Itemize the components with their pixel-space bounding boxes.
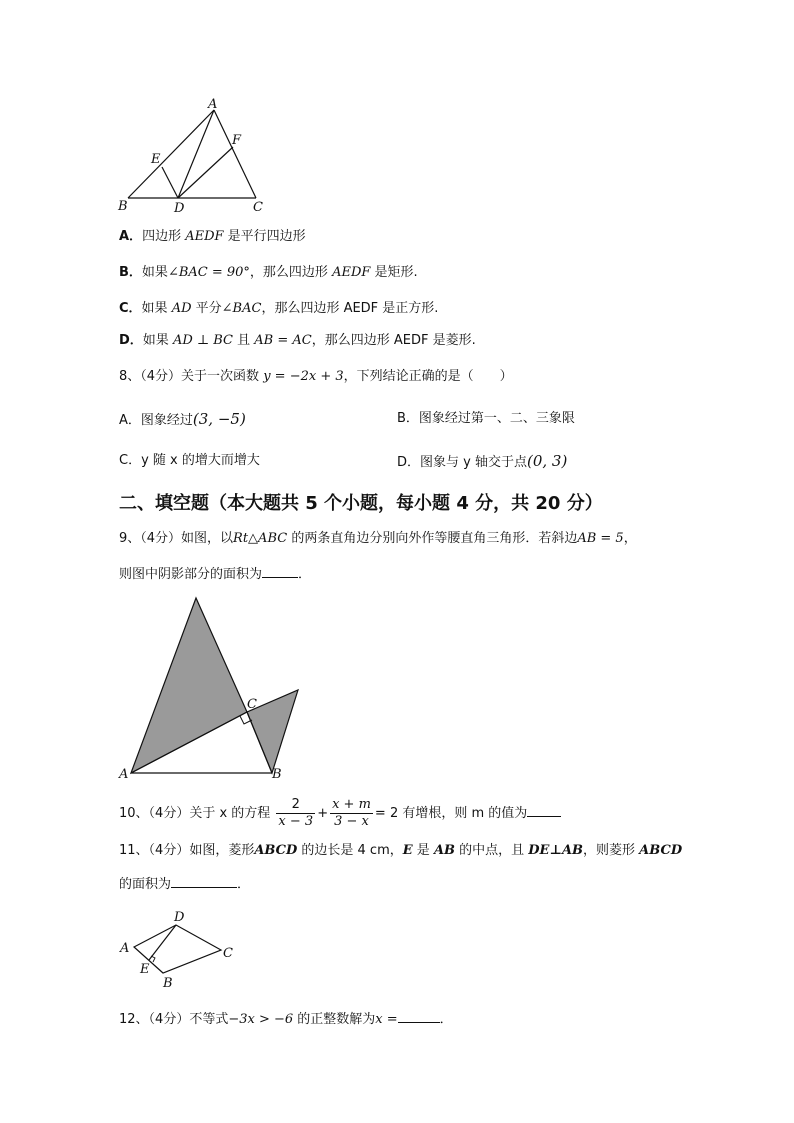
- q9-line1: 9、（4分）如图，以Rt△ABC 的两条直角边分别向外作等腰直角三角形．若斜边AB = 5，: [119, 531, 637, 546]
- q7-option-b: B．如果∠BAC = 90°，那么四边形 AEDF 是矩形.: [119, 265, 418, 280]
- fig1-label-e: E: [151, 152, 161, 167]
- q7-option-c: C．如果 AD 平分∠BAC，那么四边形 AEDF 是正方形.: [119, 301, 439, 316]
- fig3-label-e: E: [140, 962, 150, 977]
- fig3-label-c: C: [223, 946, 233, 961]
- q12-line: 12、（4分）不等式−3x > −6 的正整数解为x = ．: [119, 1008, 453, 1029]
- fig2-label-c: C: [247, 697, 257, 712]
- figure-right-triangle-shaded: [115, 590, 315, 790]
- shaded-triangle-ac: [131, 598, 247, 773]
- fig3-label-a: A: [120, 941, 130, 956]
- fig1-label-f: F: [232, 133, 242, 148]
- fig3-label-d: D: [174, 910, 185, 925]
- fig3-label-b: B: [163, 976, 173, 990]
- q10-fraction-2: $\frac{x + m}{3 - x}$: [332, 797, 371, 829]
- figure-triangle-aedf: [110, 95, 280, 220]
- q8-option-d: D．图象与 y 轴交于点(0, 3): [397, 452, 568, 470]
- q7-option-a: A．四边形 AEDF 是平行四边形: [119, 229, 306, 244]
- q10-line: 10、（4分）关于 x 的方程 $\frac{2}{x - 3}$ + $\frac{x + m}{3 - x}$ = 2 有增根，则 m 的值为: [119, 795, 561, 835]
- q7-option-d: D．如果 AD ⊥ BC 且 AB = AC，那么四边形 AEDF 是菱形.: [119, 333, 476, 348]
- q8-stem: 8、（4分）关于一次函数 y = −2x + 3，下列结论正确的是（ ）: [119, 369, 513, 384]
- q8-option-c: C．y 随 x 的增大而增大: [119, 453, 260, 468]
- fig1-label-a: A: [208, 97, 218, 112]
- q9-line2: 则图中阴影部分的面积为 ．: [119, 563, 311, 584]
- section-heading-fill-in: 二、填空题（本大题共 5 个小题，每小题 4 分，共 20 分）: [119, 493, 603, 514]
- fig1-label-d: D: [174, 201, 185, 216]
- q12-answer-blank[interactable]: [398, 1008, 440, 1023]
- fig1-label-b: B: [118, 199, 128, 214]
- q9-answer-blank[interactable]: [262, 563, 298, 578]
- q10-fraction-1: $\frac{2}{x - 3}$: [278, 797, 314, 829]
- q8-option-b: B．图象经过第一、二、三象限: [397, 411, 575, 426]
- q11-line2: 的面积为 ．: [119, 873, 250, 894]
- figure-rhombus-abcd: [115, 905, 245, 990]
- q10-answer-blank[interactable]: [527, 802, 561, 817]
- fig1-label-c: C: [253, 200, 263, 215]
- fig2-label-a: A: [119, 767, 129, 782]
- q11-line1: 11、（4分）如图，菱形ABCD 的边长是 4 cm，E 是 AB 的中点，且 DE⊥AB，则菱形 ABCD: [119, 843, 683, 858]
- q11-answer-blank[interactable]: [171, 873, 237, 888]
- fig2-label-b: B: [272, 767, 282, 782]
- q8-option-a: A．图象经过(3, −5): [119, 410, 246, 428]
